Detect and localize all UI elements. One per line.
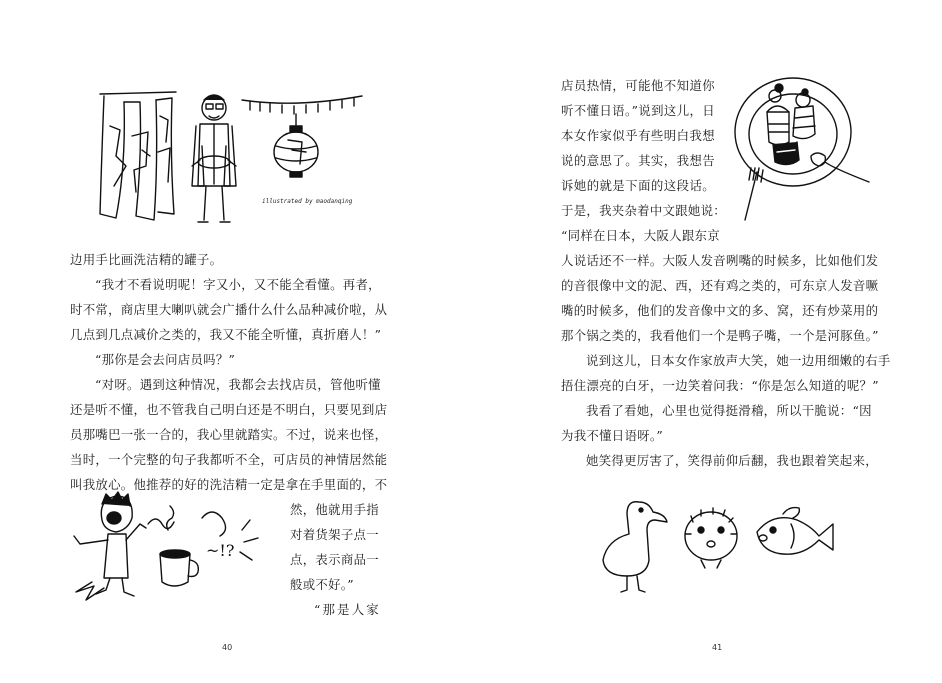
text-line: 般或不好。” [290, 577, 354, 592]
page-number: 40 [222, 643, 233, 652]
text-line: “同样在日本，大阪人跟东京 [561, 228, 720, 243]
fork-drawing [745, 168, 763, 220]
text-line: 她笑得更厉害了，笑得前仰后翻，我也跟着笑起来， [586, 453, 878, 468]
text-line: 说的意思了。其实，我想告 [561, 153, 715, 168]
text-line: 对着货架子点一 [290, 527, 379, 542]
right-page [471, 0, 942, 683]
shopkeeper-drawing [192, 95, 236, 222]
bunting-drawing [242, 96, 362, 114]
text-line: 诉她的就是下面的这段话。 [561, 178, 715, 193]
text-line: 我看了看她，心里也觉得挺滑稽，所以干脆说：“因 [586, 403, 872, 418]
cake-plate-illustration [733, 72, 873, 232]
text-line: 还是听不懂，也不管我自己明白还是不明白，只要见到店 [70, 402, 388, 417]
text-line: 的音很像中文的泥、西，还有鸡之类的，可东京人发音噘 [561, 278, 879, 293]
text-line: 为我不懂日语呀。” [561, 428, 663, 443]
text-line: “那是人家 [314, 602, 379, 617]
text-line: 店员热情，可能他不知道你 [561, 78, 715, 93]
fish-drawing [757, 508, 833, 555]
text-line: 嘴的时候多，他们的发音像中文的多、窝，还有炒菜用的 [561, 303, 879, 318]
text-line: 人说话还不一样。大阪人发音咧嘴的时候多，比如他们发 [561, 253, 879, 268]
text-line: 几点到几点减价之类的，我又不能全听懂，真折磨人！” [70, 327, 382, 342]
text-line: 当时，一个完整的句子我都听不全，可店员的神情居然能 [70, 452, 388, 467]
coffee-cup-drawing [160, 506, 198, 586]
text-line: 听不懂日语。”说到这儿，日 [561, 103, 715, 118]
text-line: 然，他就用手指 [290, 502, 379, 517]
text-line: 员那嘴巴一张一合的，我心里就踏实。不过，说来也怪， [70, 427, 388, 442]
text-line: “我才不看说明呢！字又小，又不能全看懂。再者， [95, 277, 381, 292]
text-line: “对呀。遇到这种情况，我都会去找店员，管他听懂 [95, 377, 381, 392]
duck-and-fish-illustration [597, 494, 847, 594]
text-line: 说到这儿，日本女作家放声大笑，她一边用细嫩的右手 [586, 353, 891, 368]
shop-illustration [96, 86, 386, 232]
text-line: 那个锅之类的，我看他们一个是鸭子嘴，一个是河豚鱼。” [561, 328, 879, 343]
text-line: 捂住漂亮的白牙，一边笑着问我：“你是怎么知道的呢？” [561, 378, 879, 393]
text-line: 本女作家似乎有些明白我想 [561, 128, 715, 143]
shouting-man-illustration [72, 490, 272, 600]
noren-curtain-drawing [100, 92, 176, 220]
lantern-drawing [274, 114, 318, 177]
duck-drawing [603, 502, 667, 592]
puffer-fish-drawing [685, 508, 737, 568]
text-line: 边用手比画洗洁精的罐子。 [70, 252, 223, 267]
man-drawing [74, 492, 146, 600]
illustration-credit: illustrated by maodanqing [262, 198, 353, 205]
text-line: 时不常，商店里大喇叭就会广播什么什么品种减价啦，从 [70, 302, 388, 317]
svg-text:~!?: ~!? [206, 541, 235, 560]
spoon-drawing [811, 153, 869, 182]
text-line: 于是，我夹杂着中文跟她说： [561, 203, 726, 218]
text-line: 叫我放心。他推荐的好的洗洁精一定是拿在手里面的，不 [70, 477, 388, 492]
page-number: 41 [712, 643, 723, 652]
text-line: “那你是会去问店员吗？” [95, 352, 236, 367]
text-line: 点，表示商品一 [290, 552, 379, 567]
